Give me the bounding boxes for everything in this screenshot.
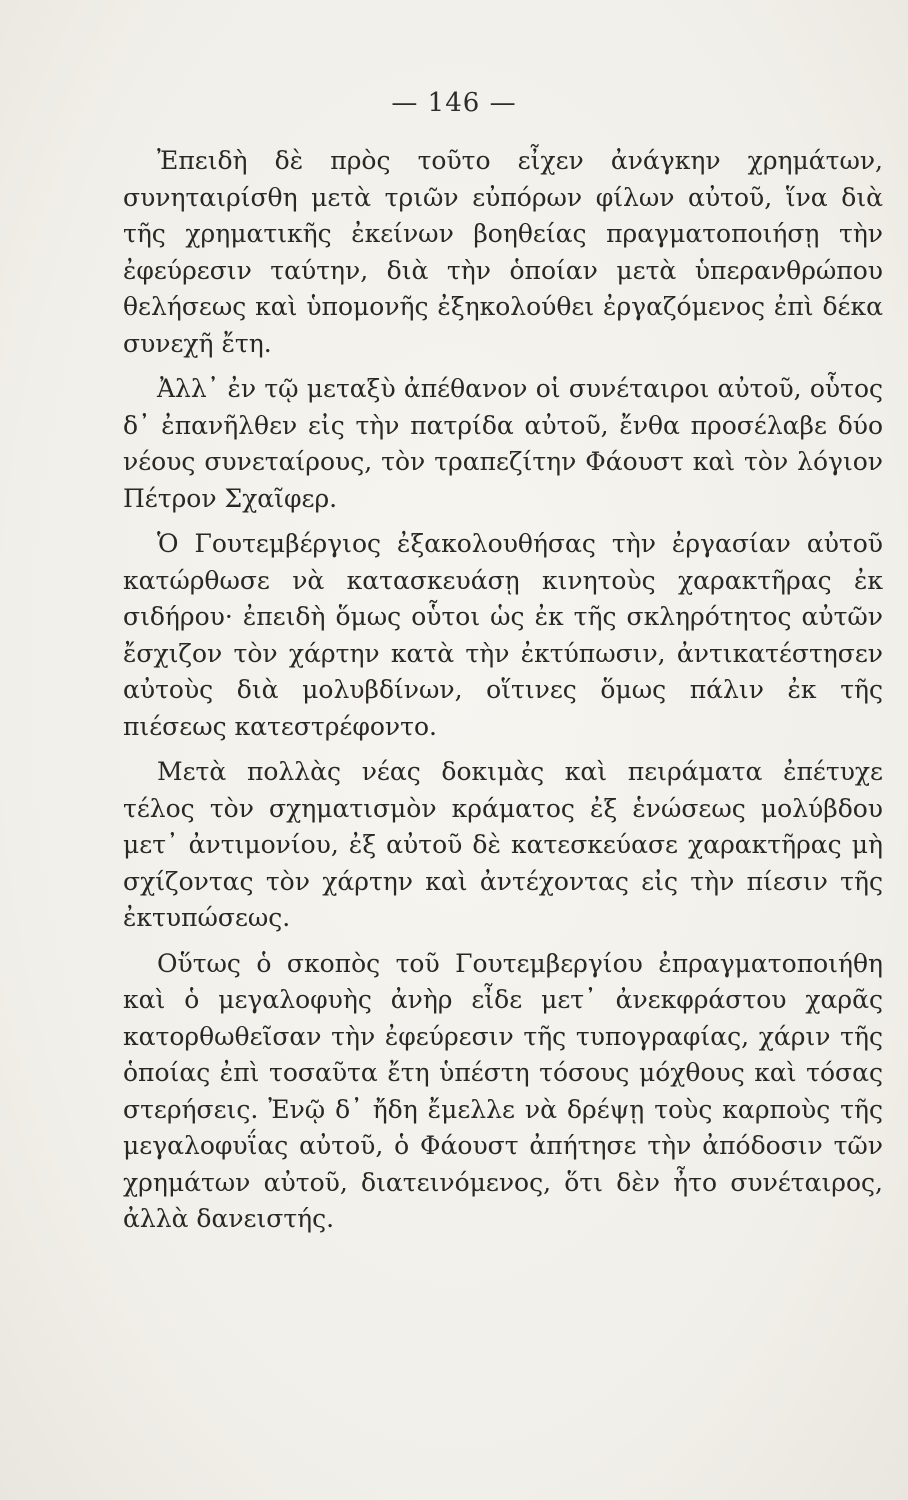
page-number: — 146 — xyxy=(391,88,517,118)
paragraph-4: Μετὰ πολλὰς νέας δοκιμὰς καὶ πειράματα ἐπέτυχε τέλος τὸν σχηματισμὸν κράματος ἐξ ἑνώσεως μολύβδου μετ᾽ ἀντιμονίου, ἐξ αὐτοῦ δὲ κατεσκεύασε χαρακτῆρας μὴ σχίζοντας τὸν χάρτην καὶ ἀντέχοντας εἰς τὴν πίεσιν τῆς ἐκτυπώσεως. xyxy=(123,757,883,932)
body-text xyxy=(123,143,883,1238)
paragraph-1: Ἐπειδὴ δὲ πρὸς τοῦτο εἶχεν ἀνάγκην χρημάτων, συνηταιρίσθη μετὰ τριῶν εὐπόρων φίλων αὐτοῦ, ἵνα διὰ τῆς χρηματικῆς ἐκείνων βοηθείας πραγματοποιήσῃ τὴν ἐφεύρεσιν ταύτην, διὰ τὴν ὁποίαν μετὰ ὑπερανθρώπου θελήσεως καὶ ὑπομονῆς ἐξηκολούθει ἐργαζόμενος ἐπὶ δέκα συνεχῆ ἔτη. xyxy=(123,146,883,358)
paragraph-3: Ὁ Γουτεμβέργιος ἐξακολουθήσας τὴν ἐργασίαν αὐτοῦ κατώρθωσε νὰ κατασκευάσῃ κινητοὺς χαρακτῆρας ἐκ σιδήρου· ἐπειδὴ ὅμως οὗτοι ὡς ἐκ τῆς σκληρότητος αὐτῶν ἔσχιζον τὸν χάρτην κατὰ τὴν ἐκτύπωσιν, ἀντικατέστησεν αὐτοὺς διὰ μολυβδίνων, οἵτινες ὅμως πάλιν ἐκ τῆς πιέσεως κατεστρέφοντο. xyxy=(123,529,883,741)
paragraph-5: Οὕτως ὁ σκοπὸς τοῦ Γουτεμβεργίου ἐπραγματοποιήθη καὶ ὁ μεγαλοφυὴς ἀνὴρ εἶδε μετ᾽ ἀνεκφράστου χαρᾶς κατορθωθεῖσαν τὴν ἐφεύρεσιν τῆς τυπογραφίας, χάριν τῆς ὁποίας ἐπὶ τοσαῦτα ἔτη ὑπέστη τόσους μόχθους καὶ τόσας στερήσεις. Ἐνῷ δ᾽ ἤδη ἔμελλε νὰ δρέψῃ τοὺς καρποὺς τῆς μεγαλοφυΐας αὐτοῦ, ὁ Φάουστ ἀπήτησε τὴν ἀπόδοσιν τῶν χρημάτων αὐτοῦ, διατεινόμενος, ὅτι δὲν ἦτο συνέταιρος, ἀλλὰ δανειστής. xyxy=(123,948,883,1233)
paragraph-2: Ἀλλ᾽ ἐν τῷ μεταξὺ ἀπέθανον οἱ συνέταιροι αὐτοῦ, οὗτος δ᾽ ἐπανῆλθεν εἰς τὴν πατρίδα αὐτοῦ, ἔνθα προσέλαβε δύο νέους συνεταίρους, τὸν τραπεζίτην Φάουστ καὶ τὸν λόγιον Πέτρον Σχαῖφερ. xyxy=(123,374,883,513)
